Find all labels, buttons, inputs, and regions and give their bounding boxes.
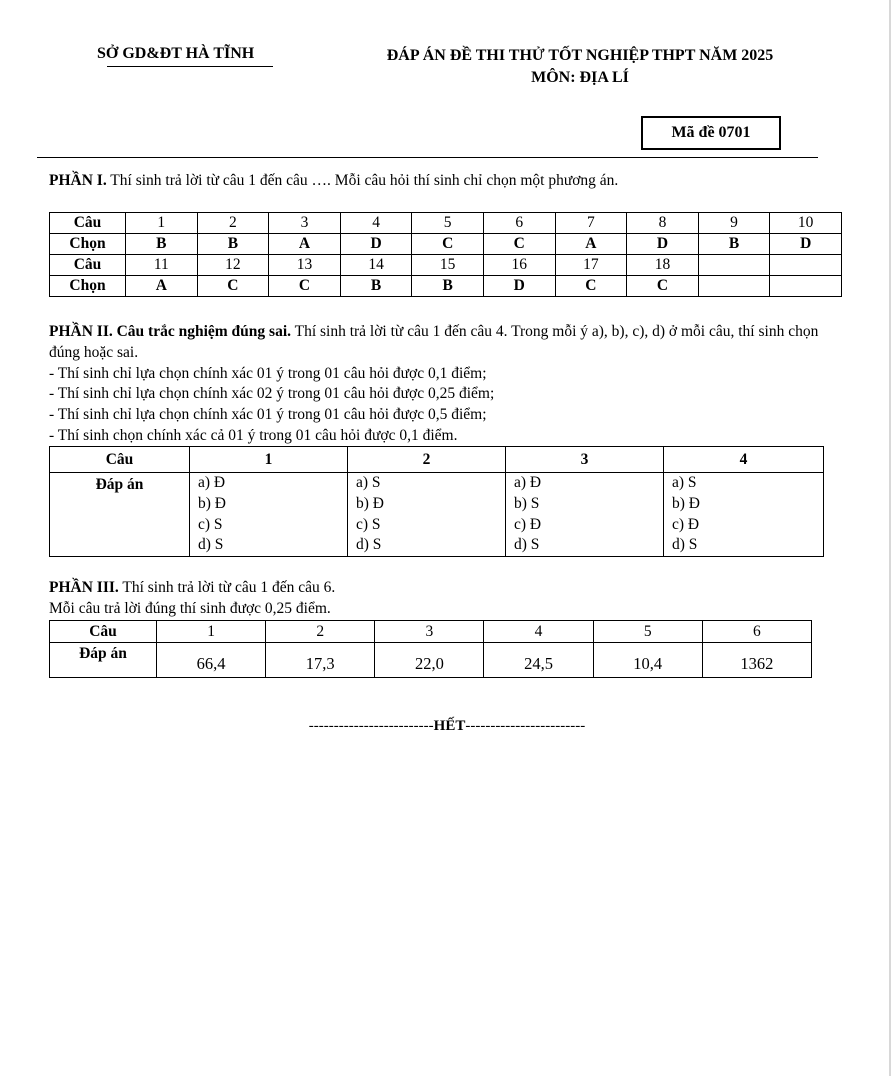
part3-instruction: Thí sinh trả lời từ câu 1 đến câu 6. — [118, 579, 336, 596]
row-label-cell: Đáp án — [50, 643, 157, 678]
part2-rule: - Thí sinh chỉ lựa chọn chính xác 01 ý trong 01 câu hỏi được 0,1 điểm; — [49, 364, 487, 382]
question-number-cell: 4 — [340, 213, 412, 234]
part3-scoring: Mỗi câu trả lời đúng thí sinh được 0,25 điểm. — [49, 599, 331, 617]
statement-answer: d) S — [514, 536, 540, 554]
end-marker — [272, 718, 622, 735]
statement-answer: c) Đ — [672, 515, 700, 533]
header-divider — [37, 157, 818, 158]
answer-cell: D — [340, 234, 412, 255]
part2-rule: - Thí sinh chỉ lựa chọn chính xác 01 ý trong 01 câu hỏi được 0,5 điểm; — [49, 406, 487, 424]
answer-cell: C — [555, 276, 627, 297]
question-number-cell: 1 — [126, 213, 198, 234]
question-number-cell: 3 — [375, 621, 484, 643]
table-row — [50, 643, 812, 678]
answer-cell: 24,5 — [484, 643, 593, 678]
statement-answer: d) S — [198, 536, 224, 554]
part3-heading: PHẦN III. — [49, 579, 119, 596]
row-label-cell: Câu — [50, 213, 126, 234]
question-number-cell: 7 — [555, 213, 627, 234]
part2-rule: - Thí sinh chọn chính xác cả 01 ý trong 01 câu hỏi được 0,1 điểm. — [49, 426, 458, 444]
answer-cell — [664, 473, 824, 557]
answer-cell: A — [126, 276, 198, 297]
organization-name: SỞ GD&ĐT HÀ TĨNH — [97, 45, 255, 62]
row-label-cell: Chọn — [50, 276, 126, 297]
question-number-cell: 16 — [483, 255, 555, 276]
question-number-cell: 2 — [266, 621, 375, 643]
answer-cell: B — [126, 234, 198, 255]
statement-answer: b) Đ — [356, 494, 384, 512]
statement-answer: b) Đ — [672, 494, 700, 512]
part2-rule: - Thí sinh chỉ lựa chọn chính xác 02 ý trong 01 câu hỏi được 0,25 điểm; — [49, 385, 495, 403]
end-text: -------------------------HẾT------------------------ — [308, 718, 586, 734]
question-number-cell: 10 — [770, 213, 842, 234]
answer-cell: C — [483, 234, 555, 255]
question-number-cell: 1 — [157, 621, 266, 643]
end-word: HẾT — [433, 718, 466, 734]
answer-cell: A — [555, 234, 627, 255]
question-number-cell: 9 — [698, 213, 770, 234]
question-number-cell: 18 — [627, 255, 699, 276]
answer-cell: B — [340, 276, 412, 297]
answer-cell — [348, 473, 506, 557]
answer-cell: D — [770, 234, 842, 255]
statement-answer: c) S — [198, 515, 223, 533]
question-number-cell: 8 — [627, 213, 699, 234]
answer-cell: 1362 — [702, 643, 811, 678]
answer-row — [50, 276, 842, 297]
statement-answer: a) S — [672, 474, 697, 491]
statement-answer: b) Đ — [198, 494, 226, 512]
statement-answer: a) Đ — [514, 474, 542, 491]
answer-cell: D — [627, 234, 699, 255]
question-number-cell: 3 — [506, 447, 664, 473]
question-number-cell: 3 — [269, 213, 341, 234]
statement-answer: b) S — [514, 494, 540, 512]
table-header-row — [50, 447, 824, 473]
answer-cell: C — [412, 234, 484, 255]
header-cell: Câu — [50, 621, 157, 643]
part1-instruction: Thí sinh trả lời từ câu 1 đến câu …. Mỗi câu hỏi thí sinh chỉ chọn một phương án. — [106, 172, 619, 189]
part3-intro — [49, 578, 839, 620]
question-number-cell: 6 — [702, 621, 811, 643]
row-label-cell: Đáp án — [50, 473, 190, 557]
part1-intro — [49, 171, 839, 192]
answer-cell: B — [412, 276, 484, 297]
document-title — [330, 45, 830, 89]
question-number-cell: 1 — [190, 447, 348, 473]
question-number-cell: 12 — [197, 255, 269, 276]
title-line-1: ĐÁP ÁN ĐỀ THI THỬ TỐT NGHIỆP THPT NĂM 2025 — [386, 47, 774, 64]
part2-instruction: Thí sinh trả lời từ câu 1 đến câu 4. Trong mỗi ý a), b), c), d) ở mỗi câu, thí sinh chọn đúng hoặc sai. — [49, 323, 819, 361]
answer-cell: C — [627, 276, 699, 297]
question-number-cell: 17 — [555, 255, 627, 276]
row-label-cell: Câu — [50, 255, 126, 276]
question-number-cell: 13 — [269, 255, 341, 276]
question-number-cell: 14 — [340, 255, 412, 276]
header-cell: Câu — [50, 447, 190, 473]
answer-cell — [770, 276, 842, 297]
question-number-cell: 6 — [483, 213, 555, 234]
part2-intro — [49, 322, 839, 447]
question-row — [50, 213, 842, 234]
answer-cell — [190, 473, 348, 557]
table-row — [50, 473, 824, 557]
statement-answer: a) S — [356, 474, 381, 491]
table-header-row — [50, 621, 812, 643]
answer-cell — [506, 473, 664, 557]
question-number-cell: 5 — [593, 621, 702, 643]
part2-heading: PHẦN II. Câu trắc nghiệm đúng sai. — [49, 323, 291, 340]
question-number-cell — [698, 255, 770, 276]
part3-answer-table — [49, 620, 812, 678]
exam-code-box: Mã đề 0701 — [641, 116, 781, 150]
answer-cell: C — [197, 276, 269, 297]
question-number-cell: 11 — [126, 255, 198, 276]
question-number-cell: 4 — [484, 621, 593, 643]
statement-answer: d) S — [672, 536, 698, 554]
title-line-2: MÔN: ĐỊA LÍ — [531, 69, 629, 86]
question-number-cell: 2 — [197, 213, 269, 234]
statement-answer: c) S — [356, 515, 381, 533]
answer-cell: D — [483, 276, 555, 297]
answer-cell: 17,3 — [266, 643, 375, 678]
part1-answer-table — [49, 212, 842, 297]
answer-cell: B — [197, 234, 269, 255]
answer-cell — [698, 276, 770, 297]
page-edge — [889, 0, 891, 1076]
question-number-cell — [770, 255, 842, 276]
organization-underline — [107, 66, 273, 67]
part1-heading: PHẦN I. — [49, 172, 107, 189]
question-number-cell: 2 — [348, 447, 506, 473]
statement-answer: c) Đ — [514, 515, 542, 533]
answer-cell: A — [269, 234, 341, 255]
answer-cell: C — [269, 276, 341, 297]
answer-cell: 66,4 — [157, 643, 266, 678]
answer-row — [50, 234, 842, 255]
question-number-cell: 4 — [664, 447, 824, 473]
answer-cell: B — [698, 234, 770, 255]
question-number-cell: 15 — [412, 255, 484, 276]
answer-cell: 22,0 — [375, 643, 484, 678]
row-label-cell: Chọn — [50, 234, 126, 255]
answer-cell: 10,4 — [593, 643, 702, 678]
part2-answer-table — [49, 446, 824, 557]
statement-answer: a) Đ — [198, 474, 226, 491]
question-row — [50, 255, 842, 276]
question-number-cell: 5 — [412, 213, 484, 234]
statement-answer: d) S — [356, 536, 382, 554]
